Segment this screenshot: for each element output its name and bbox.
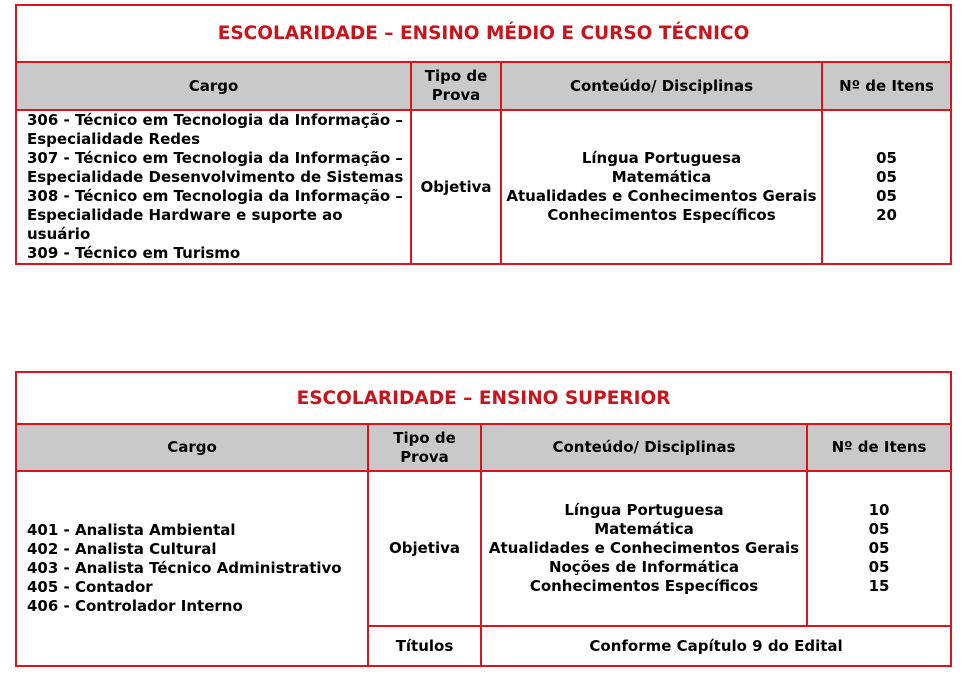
cargo-line: 307 - Técnico em Tecnologia da Informação – bbox=[27, 149, 403, 167]
disciplinas-list bbox=[481, 471, 807, 626]
table-ensino-medio bbox=[15, 4, 952, 265]
cargo-line: 308 - Técnico em Tecnologia da Informação – bbox=[27, 187, 403, 205]
cargo-line: 406 - Controlador Interno bbox=[27, 597, 243, 615]
header-tipo-prova bbox=[411, 62, 501, 110]
disciplina: Atualidades e Conhecimentos Gerais bbox=[506, 187, 817, 205]
cargo-line: 306 - Técnico em Tecnologia da Informação – bbox=[27, 111, 403, 129]
header-conteudo: Conteúdo/ Disciplinas bbox=[501, 62, 822, 110]
header-itens: Nº de Itens bbox=[807, 424, 951, 471]
cargo-line: 403 - Analista Técnico Administrativo bbox=[27, 559, 342, 577]
table-title: ESCOLARIDADE – ENSINO MÉDIO E CURSO TÉCNICO bbox=[16, 5, 951, 62]
cargo-list bbox=[16, 471, 368, 666]
header-tipo-line2: Prova bbox=[400, 447, 449, 466]
cargo-line: 402 - Analista Cultural bbox=[27, 540, 217, 558]
item-count: 05 bbox=[876, 149, 897, 167]
header-cargo: Cargo bbox=[16, 62, 411, 110]
item-count: 15 bbox=[868, 577, 890, 595]
item-count: 05 bbox=[876, 168, 897, 186]
item-count: 05 bbox=[868, 520, 890, 538]
cargo-line: 405 - Contador bbox=[27, 578, 153, 596]
disciplina: Matemática bbox=[594, 520, 694, 538]
cargo-line: Especialidade Hardware e suporte ao usuário bbox=[27, 206, 343, 243]
titulos-label: Títulos bbox=[368, 626, 481, 666]
itens-list bbox=[822, 110, 951, 264]
disciplina: Atualidades e Conhecimentos Gerais bbox=[488, 539, 800, 557]
item-count: 10 bbox=[868, 501, 890, 519]
disciplina: Conhecimentos Específicos bbox=[529, 577, 759, 595]
disciplina: Língua Portuguesa bbox=[581, 149, 742, 167]
header-tipo-line2: Prova bbox=[431, 86, 481, 104]
item-count: 05 bbox=[876, 187, 897, 205]
header-conteudo: Conteúdo/ Disciplinas bbox=[481, 424, 807, 471]
titulos-text: Conforme Capítulo 9 do Edital bbox=[481, 626, 951, 666]
cargo-line: 401 - Analista Ambiental bbox=[27, 521, 236, 539]
item-count: 05 bbox=[868, 539, 890, 557]
item-count: 20 bbox=[876, 206, 897, 224]
disciplinas-list bbox=[501, 110, 822, 264]
table-ensino-superior bbox=[15, 371, 952, 667]
item-count: 05 bbox=[868, 558, 890, 576]
cargo-line: 309 - Técnico em Turismo bbox=[27, 244, 241, 262]
table-title: ESCOLARIDADE – ENSINO SUPERIOR bbox=[16, 372, 951, 424]
disciplina: Língua Portuguesa bbox=[564, 501, 724, 519]
disciplina: Matemática bbox=[611, 168, 712, 186]
cargo-line: Especialidade Desenvolvimento de Sistemas bbox=[27, 168, 404, 186]
header-cargo: Cargo bbox=[16, 424, 368, 471]
header-tipo-line1: Tipo de bbox=[393, 428, 456, 447]
header-tipo-line1: Tipo de bbox=[424, 67, 488, 85]
disciplina: Conhecimentos Específicos bbox=[547, 206, 776, 224]
itens-list bbox=[807, 471, 951, 626]
cargo-list bbox=[16, 110, 411, 264]
tipo-prova: Objetiva bbox=[368, 471, 481, 626]
disciplina: Noções de Informática bbox=[548, 558, 740, 576]
header-itens: Nº de Itens bbox=[822, 62, 951, 110]
tipo-prova: Objetiva bbox=[411, 110, 501, 264]
header-tipo-prova bbox=[368, 424, 481, 471]
cargo-line: Especialidade Redes bbox=[27, 130, 201, 148]
